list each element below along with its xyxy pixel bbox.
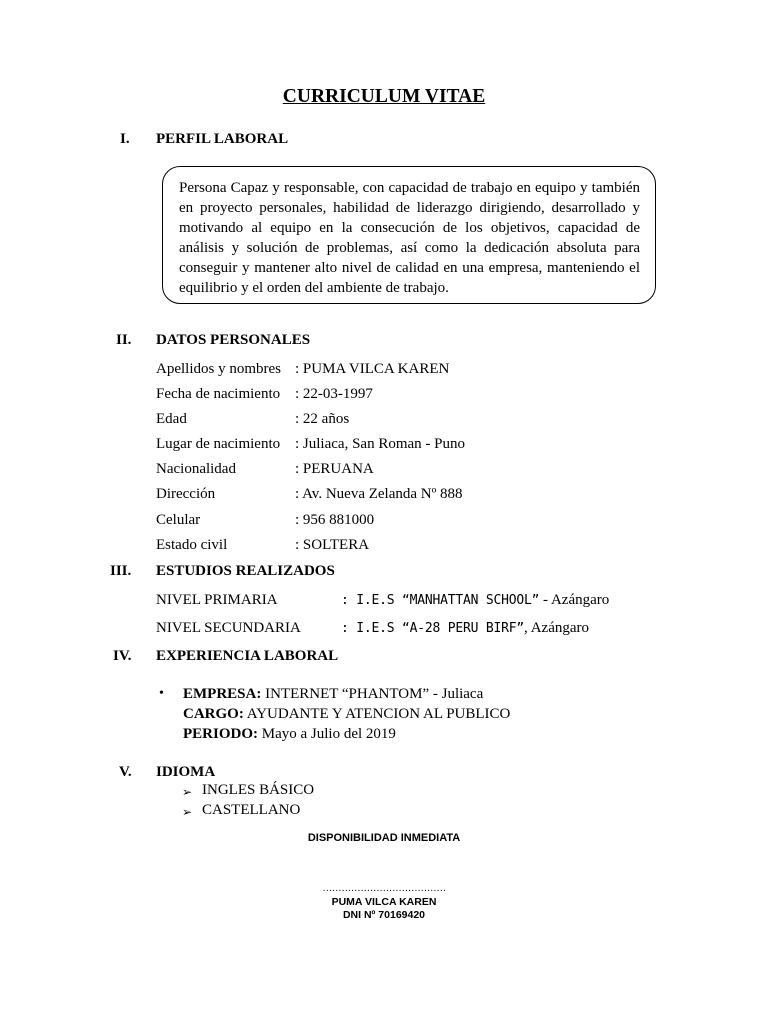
- personal-label: Lugar de nacimiento: [156, 436, 281, 452]
- profile-box: [162, 166, 656, 304]
- section-number-studies: III.: [110, 563, 132, 579]
- bullet-icon: •: [159, 686, 164, 701]
- personal-value: : 956 881000: [295, 512, 375, 528]
- language-item: CASTELLANO: [202, 802, 301, 818]
- section-number-languages: V.: [119, 764, 132, 780]
- period-value: Mayo a Julio del 2019: [258, 726, 396, 742]
- personal-label: Nacionalidad: [156, 461, 236, 477]
- personal-label: Fecha de nacimiento: [156, 386, 281, 402]
- arrow-bullet-icon: ➢: [182, 785, 193, 799]
- studies-value: [341, 592, 609, 609]
- personal-label: Dirección: [156, 486, 216, 502]
- section-number-personal: II.: [116, 332, 132, 348]
- studies-school: : I.E.S “A-28 PERU BIRF”: [341, 621, 525, 636]
- personal-label: Edad: [156, 411, 187, 427]
- personal-value: : Juliaca, San Roman - Puno: [295, 436, 465, 452]
- personal-value: : Av. Nueva Zelanda Nº 888: [295, 486, 463, 502]
- studies-value: [341, 620, 589, 637]
- page-title: CURRICULUM VITAE: [282, 86, 486, 107]
- studies-school: : I.E.S “MANHATTAN SCHOOL”: [341, 593, 540, 608]
- section-heading-profile: PERFIL LABORAL: [156, 131, 289, 147]
- studies-place: , Azángaro: [524, 620, 590, 636]
- personal-label: Estado civil: [156, 537, 228, 553]
- studies-label: NIVEL PRIMARIA: [156, 592, 278, 608]
- availability-note: DISPONIBILIDAD INMEDIATA: [307, 832, 461, 844]
- studies-label: NIVEL SECUNDARIA: [156, 620, 301, 636]
- signature-name: PUMA VILCA KAREN: [331, 896, 437, 908]
- personal-value: : PERUANA: [295, 461, 374, 477]
- signature-dni: DNI Nº 70169420: [342, 909, 426, 921]
- section-heading-languages: IDIOMA: [156, 764, 216, 780]
- studies-place: - Azángaro: [539, 592, 610, 608]
- section-heading-personal: DATOS PERSONALES: [156, 332, 311, 348]
- experience-role: [183, 706, 510, 723]
- signature-line: …………………………………: [322, 883, 446, 894]
- role-value: AYUDANTE Y ATENCION AL PUBLICO: [243, 706, 511, 722]
- company-label: EMPRESA:: [183, 686, 262, 702]
- personal-label: Celular: [156, 512, 201, 528]
- personal-value: : SOLTERA: [295, 537, 370, 553]
- personal-label: Apellidos y nombres: [156, 361, 281, 377]
- role-label: CARGO:: [183, 706, 244, 722]
- personal-value: : 22 años: [295, 411, 350, 427]
- company-value: INTERNET “PHANTOM” - Juliaca: [261, 686, 484, 702]
- experience-company: [183, 686, 483, 703]
- section-number-experience: IV.: [113, 648, 132, 664]
- section-heading-experience: EXPERIENCIA LABORAL: [156, 648, 339, 664]
- personal-value: : PUMA VILCA KAREN: [295, 361, 450, 377]
- profile-text: Persona Capaz y responsable, con capacidad de trabajo en equipo y también en proyecto personales, habilidad de liderazgo dirigiendo, desarrollado y motivando al equipo en la consecución de los objetivos, capacidad de análisis y solución de problemas, así como la dedicación absoluta para conseguir y mantener alto nivel de calidad en una empresa, manteniendo el equilibrio y el orden del ambiente de trabajo.: [179, 180, 640, 296]
- section-heading-studies: ESTUDIOS REALIZADOS: [156, 563, 335, 579]
- personal-value: : 22-03-1997: [295, 386, 373, 402]
- language-item: INGLES BÁSICO: [202, 782, 315, 798]
- section-number-profile: I.: [120, 131, 130, 147]
- period-label: PERIODO:: [183, 726, 258, 742]
- arrow-bullet-icon: ➢: [182, 805, 193, 819]
- experience-period: [183, 726, 396, 743]
